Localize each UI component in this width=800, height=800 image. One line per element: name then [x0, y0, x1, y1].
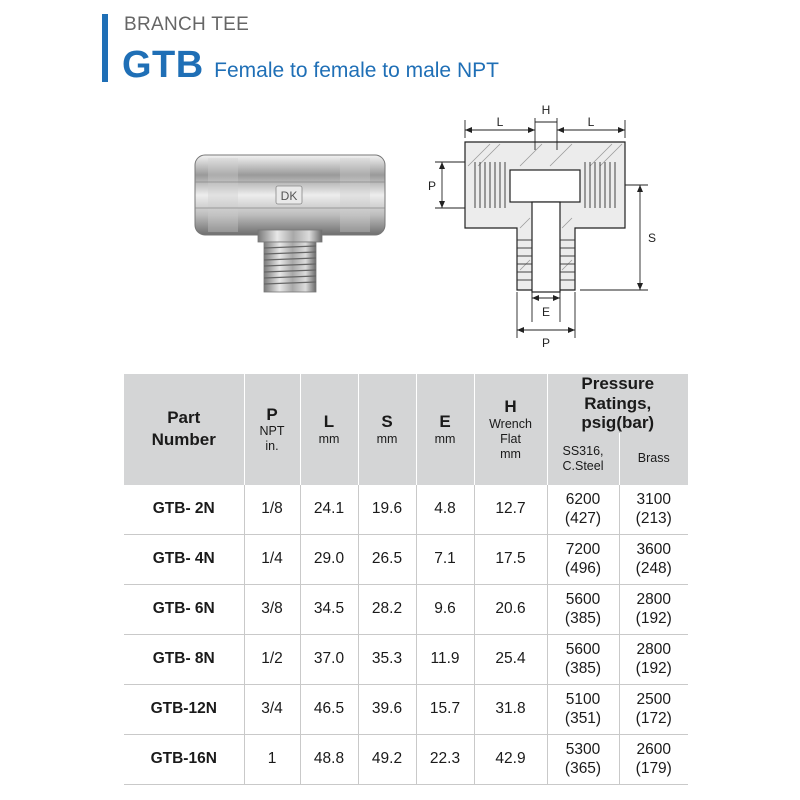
dim-label-l-right: L [587, 115, 595, 129]
cell-e: 4.8 [416, 485, 474, 535]
cell-brass-rating: 3100 (213) [619, 485, 688, 535]
cell-part: GTB- 4N [124, 534, 244, 584]
cell-brass-rating: 2600 (179) [619, 734, 688, 784]
table-row [124, 684, 688, 734]
cell-ss-rating: 6200 (427) [547, 485, 619, 535]
table-row [124, 584, 688, 634]
table-row [124, 734, 688, 784]
cell-brass-rating: 2800 (192) [619, 584, 688, 634]
cell-part: GTB- 6N [124, 584, 244, 634]
category-label: BRANCH TEE [124, 14, 250, 35]
cell-e: 15.7 [416, 684, 474, 734]
product-code: GTB [122, 44, 204, 86]
header-part-number [124, 374, 244, 485]
technical-drawing [420, 100, 660, 350]
spec-table [124, 374, 688, 785]
table-row [124, 485, 688, 535]
cell-ss-rating: 5100 (351) [547, 684, 619, 734]
cell-brass-rating: 3600 (248) [619, 534, 688, 584]
cell-s: 39.6 [358, 684, 416, 734]
header-brass: Brass [619, 433, 688, 485]
cell-part: GTB-16N [124, 734, 244, 784]
header-pressure-ratings: Pressure Ratings, psig(bar) [547, 374, 688, 433]
cell-l: 48.8 [300, 734, 358, 784]
cell-s: 19.6 [358, 485, 416, 535]
header-ss316: SS316, C.Steel [547, 433, 619, 485]
cell-h: 42.9 [474, 734, 547, 784]
cell-e: 9.6 [416, 584, 474, 634]
cell-part: GTB-12N [124, 684, 244, 734]
cell-l: 46.5 [300, 684, 358, 734]
cell-e: 22.3 [416, 734, 474, 784]
dim-label-e: E [541, 305, 551, 319]
cell-ss-rating: 5600 (385) [547, 634, 619, 684]
table-row [124, 534, 688, 584]
cell-p: 1/2 [244, 634, 300, 684]
cell-p: 3/4 [244, 684, 300, 734]
cell-brass-rating: 2800 (192) [619, 634, 688, 684]
cell-ss-rating: 5300 (365) [547, 734, 619, 784]
cell-l: 29.0 [300, 534, 358, 584]
header-part-line1: Part [167, 408, 201, 428]
dim-label-s: S [647, 231, 657, 245]
cell-h: 31.8 [474, 684, 547, 734]
cell-p: 1/8 [244, 485, 300, 535]
cell-e: 7.1 [416, 534, 474, 584]
cell-h: 20.6 [474, 584, 547, 634]
cell-s: 35.3 [358, 634, 416, 684]
product-photo [190, 140, 390, 310]
cell-l: 34.5 [300, 584, 358, 634]
dim-label-h: H [541, 103, 551, 117]
cell-p: 1 [244, 734, 300, 784]
logo-text: DK [280, 189, 298, 203]
cell-part: GTB- 8N [124, 634, 244, 684]
table-row [124, 634, 688, 684]
header-p: P NPT in. [244, 374, 300, 485]
cell-brass-rating: 2500 (172) [619, 684, 688, 734]
accent-bar [102, 14, 108, 82]
cell-h: 12.7 [474, 485, 547, 535]
cell-s: 49.2 [358, 734, 416, 784]
cell-e: 11.9 [416, 634, 474, 684]
title-row [122, 44, 499, 87]
header-h: H Wrench Flat mm [474, 374, 547, 485]
product-subtitle: Female to female to male NPT [214, 59, 499, 82]
header-e: E mm [416, 374, 474, 485]
cell-ss-rating: 7200 (496) [547, 534, 619, 584]
cell-l: 24.1 [300, 485, 358, 535]
dim-label-l-left: L [496, 115, 504, 129]
header-s: S mm [358, 374, 416, 485]
cell-s: 26.5 [358, 534, 416, 584]
cell-h: 25.4 [474, 634, 547, 684]
header-l: L mm [300, 374, 358, 485]
dim-label-p-bottom: P [541, 336, 551, 350]
cell-p: 3/8 [244, 584, 300, 634]
cell-p: 1/4 [244, 534, 300, 584]
cell-part: GTB- 2N [124, 485, 244, 535]
cell-h: 17.5 [474, 534, 547, 584]
header-part-line2: Number [151, 430, 216, 450]
dim-label-p-left: P [427, 179, 437, 193]
cell-s: 28.2 [358, 584, 416, 634]
cell-ss-rating: 5600 (385) [547, 584, 619, 634]
cell-l: 37.0 [300, 634, 358, 684]
